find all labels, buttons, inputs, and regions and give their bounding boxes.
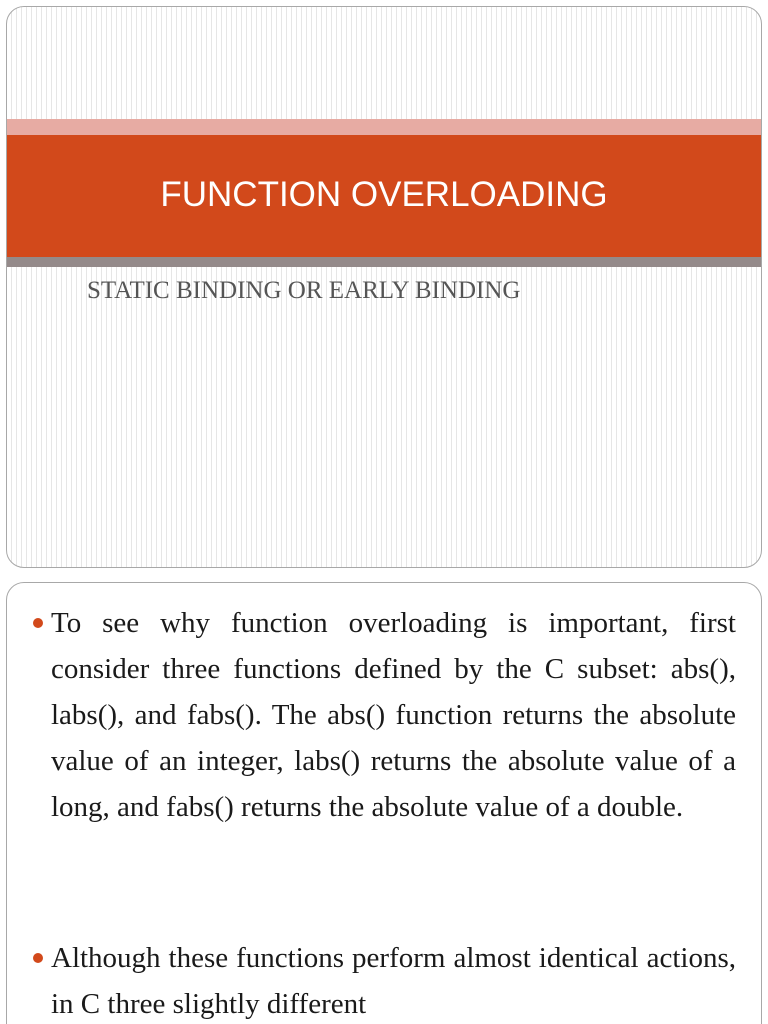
bullet-item xyxy=(51,935,736,1024)
title-band-top-accent xyxy=(7,119,761,135)
bullet-text: To see why function overloading is important, first consider three functions defined by the C subset: abs(), labs(), and fabs(). The abs() function returns the absolute value of an integer, labs() returns the absolute value of a long, and fabs() returns the absolute value of a double. xyxy=(51,607,736,823)
bullet-item xyxy=(51,600,736,830)
slide-subtitle: STATIC BINDING OR EARLY BINDING xyxy=(87,277,521,304)
title-band xyxy=(7,135,761,257)
bullet-dot-icon xyxy=(33,953,43,963)
title-band-bottom-divider xyxy=(7,257,761,267)
bullet-text: Although these functions perform almost identical actions, in C three slightly different xyxy=(51,942,736,1020)
bullet-dot-icon xyxy=(33,618,43,628)
title-slide[interactable] xyxy=(6,6,762,568)
slide-title: FUNCTION OVERLOADING xyxy=(160,175,608,214)
content-slide[interactable] xyxy=(6,582,762,1024)
